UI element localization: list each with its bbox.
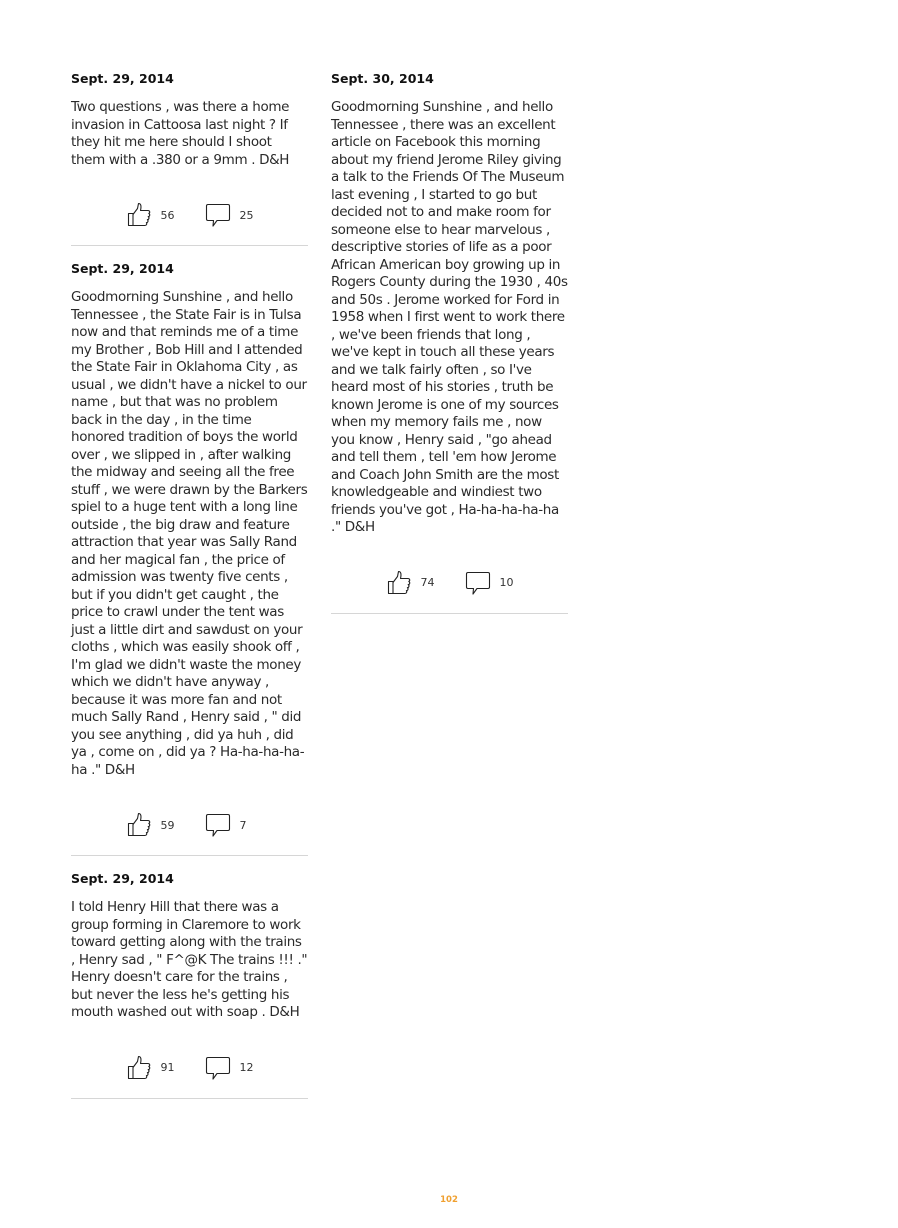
post-date: Sept. 29, 2014 [71,871,174,886]
thumbs-up-icon [386,570,412,596]
comment-count: 7 [239,818,247,832]
post-text: Two questions , was there a home invasion in Cattoosa last night ? If they hit me here should I shoot them with a .380 or a 9mm . D&H [71,99,290,168]
like-button[interactable] [126,1055,175,1081]
post-text: Goodmorning Sunshine , and hello Tennessee , the State Fair is in Tulsa now and that reminds me of a time my Brother , Bob Hill and I attended the State Fair in Oklahoma City , as usual , we didn't have a nickel to our name , but that was no problem back in the day , in the time honored tradition of boys the world over , we slipped in , after walking the midway and seeing all the free stuff , we were drawn by the Barkers spiel to a huge tent with a long line outside , the big draw and feature attraction that year was Sally Rand and her magical fan , the price of admission was twenty five cents , but if you didn't get caught , the price to crawl under the tent was just a little dirt and sawdust on your cloths , which was easily shook off , I'm glad we didn't waste the money which we didn't have anyway , because it was more fan and not much Sally Rand , Henry said , " did you see anything , did ya huh , did ya , come on , did ya ? Ha-ha-ha-ha-ha ." D&H [71,289,308,778]
like-count: 56 [160,208,175,222]
thumbs-up-icon [126,1055,152,1081]
post-card [71,70,308,246]
post-text: I told Henry Hill that there was a group forming in Claremore to work toward getting along with the trains , Henry sad , " F^@K The trains !!! ." Henry doesn't care for the trains , but never the less he's getting his mouth washed out with soap . D&H [71,899,308,1020]
like-count: 59 [160,818,175,832]
comment-button[interactable] [465,570,514,596]
speech-bubble-icon [205,812,231,838]
post-date: Sept. 30, 2014 [331,71,434,86]
speech-bubble-icon [465,570,491,596]
speech-bubble-icon [205,202,231,228]
comment-button[interactable] [205,202,254,228]
like-count: 74 [420,576,435,589]
post-date: Sept. 29, 2014 [71,261,174,276]
post-card [71,260,308,856]
post-card [71,870,308,1099]
thumbs-up-icon [126,202,152,228]
comment-count: 25 [239,208,254,222]
post-date: Sept. 29, 2014 [71,71,174,86]
comment-button[interactable] [205,1055,254,1081]
post-text: Goodmorning Sunshine , and hello Tennessee , there was an excellent article on Facebook this morning about my friend Jerome Riley giving a talk to the Friends Of The Museum last evening , I started to go but decided not to and make room for someone else to hear marvelous , descriptive stories of life as a poor African American boy growing up in Rogers County during the 1930 , 40s and 50s . Jerome worked for Ford in 1958 when I first went to work there , we've been friends that long , we've kept in touch all these years and we talk fairly often , so I've heard most of his stories , truth be known Jerome is one of my sources when my memory fails me , now you know , Henry said , "go ahead and tell them , tell 'em how Jerome and Coach John Smith are the most knowledgeable and windiest two friends you've got , Ha-ha-ha-ha-ha ." D&H [331,99,568,535]
like-button[interactable] [126,812,175,838]
right-column [331,70,568,628]
comment-count: 12 [239,1061,254,1074]
comment-count: 10 [499,576,514,589]
speech-bubble-icon [205,1055,231,1081]
thumbs-up-icon [126,812,152,838]
post-stats [71,1048,308,1088]
like-button[interactable] [126,202,175,228]
post-stats [71,195,308,235]
post-stats [331,563,568,603]
post-stats [71,805,308,845]
left-column [71,70,308,1113]
like-button[interactable] [386,570,435,596]
post-card [331,70,568,614]
comment-button[interactable] [205,812,254,838]
like-count: 91 [160,1061,175,1074]
page-number: 102 [440,1195,458,1205]
